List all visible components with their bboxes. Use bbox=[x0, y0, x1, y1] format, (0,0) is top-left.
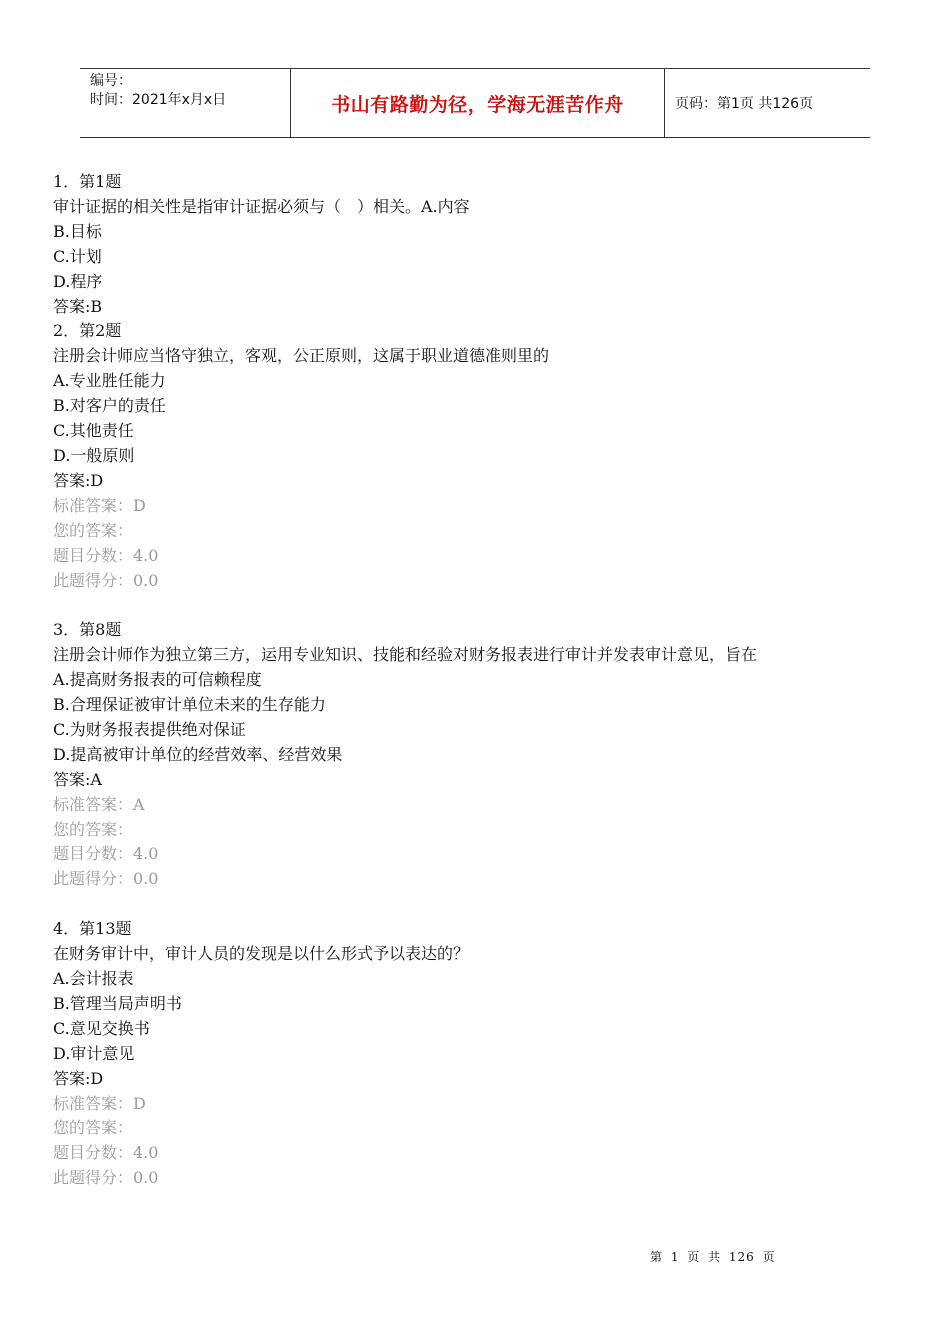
spacer bbox=[53, 593, 883, 618]
standard-answer: 标准答案：A bbox=[53, 794, 145, 814]
question-option: B.管理当局声明书 bbox=[53, 993, 182, 1013]
question-answer: 答案:B bbox=[53, 296, 103, 316]
header-left-cell bbox=[80, 69, 291, 137]
question-option: C.为财务报表提供绝对保证 bbox=[53, 719, 246, 739]
question-answer: 答案:A bbox=[53, 769, 102, 789]
question-stem: 审计证据的相关性是指审计证据必须与（ ）相关。A.内容 bbox=[53, 196, 470, 216]
question-stem: 注册会计师作为独立第三方，运用专业知识、技能和经验对财务报表进行审计并发表审计意见，旨在 bbox=[53, 645, 758, 665]
your-answer: 您的答案： bbox=[53, 520, 134, 540]
question-stem: 在财务审计中，审计人员的发现是以什么形式予以表达的？ bbox=[53, 944, 470, 964]
question-option: B.目标 bbox=[53, 221, 102, 241]
question-title: 1．第1题 bbox=[53, 172, 122, 191]
question-option: D.提高被审计单位的经营效率、经营效果 bbox=[53, 744, 343, 764]
question-score: 题目分数：4.0 bbox=[53, 1143, 159, 1163]
question-option: C.意见交换书 bbox=[53, 1018, 150, 1038]
question-2 bbox=[53, 319, 883, 593]
serial-number-label: 编号： bbox=[90, 73, 132, 89]
header-page-info: 页码：第1页 共126页 bbox=[675, 96, 814, 112]
question-score: 题目分数：4.0 bbox=[53, 844, 159, 864]
question-answer: 答案:D bbox=[53, 1068, 104, 1088]
question-option: D.程序 bbox=[53, 271, 103, 291]
question-1 bbox=[53, 170, 883, 319]
question-gained: 此题得分：0.0 bbox=[53, 570, 159, 590]
standard-answer: 标准答案：D bbox=[53, 1093, 146, 1113]
page-footer: 第 1 页 共 126 页 bbox=[650, 1250, 776, 1264]
standard-answer: 标准答案：D bbox=[53, 495, 146, 515]
question-title: 3．第8题 bbox=[53, 620, 122, 640]
question-gained: 此题得分：0.0 bbox=[53, 1168, 159, 1188]
question-option: B.对客户的责任 bbox=[53, 396, 166, 416]
question-option: C.其他责任 bbox=[53, 421, 134, 441]
question-option: D.审计意见 bbox=[53, 1043, 135, 1063]
question-title: 4．第13题 bbox=[53, 919, 132, 939]
question-title: 2．第2题 bbox=[53, 321, 122, 341]
spacer bbox=[53, 892, 883, 917]
date-text: 时间：2021年x月x日 bbox=[90, 92, 227, 108]
question-option: A.会计报表 bbox=[53, 968, 134, 988]
question-list bbox=[53, 170, 883, 1191]
question-gained: 此题得分：0.0 bbox=[53, 869, 159, 889]
document-header bbox=[80, 68, 870, 138]
question-option: C.计划 bbox=[53, 246, 102, 266]
question-option: A.专业胜任能力 bbox=[53, 371, 166, 391]
question-option: A.提高财务报表的可信赖程度 bbox=[53, 670, 262, 690]
your-answer: 您的答案： bbox=[53, 1118, 134, 1138]
question-score: 题目分数：4.0 bbox=[53, 545, 159, 565]
question-4 bbox=[53, 917, 883, 1191]
question-option: B.合理保证被审计单位未来的生存能力 bbox=[53, 695, 326, 715]
question-option: D.一般原则 bbox=[53, 445, 135, 465]
question-3 bbox=[53, 618, 883, 892]
your-answer: 您的答案： bbox=[53, 819, 134, 839]
question-stem: 注册会计师应当恪守独立，客观，公正原则，这属于职业道德准则里的 bbox=[53, 346, 550, 366]
question-answer: 答案:D bbox=[53, 470, 104, 490]
header-motto: 书山有路勤为径，学海无涯苦作舟 bbox=[291, 69, 665, 137]
